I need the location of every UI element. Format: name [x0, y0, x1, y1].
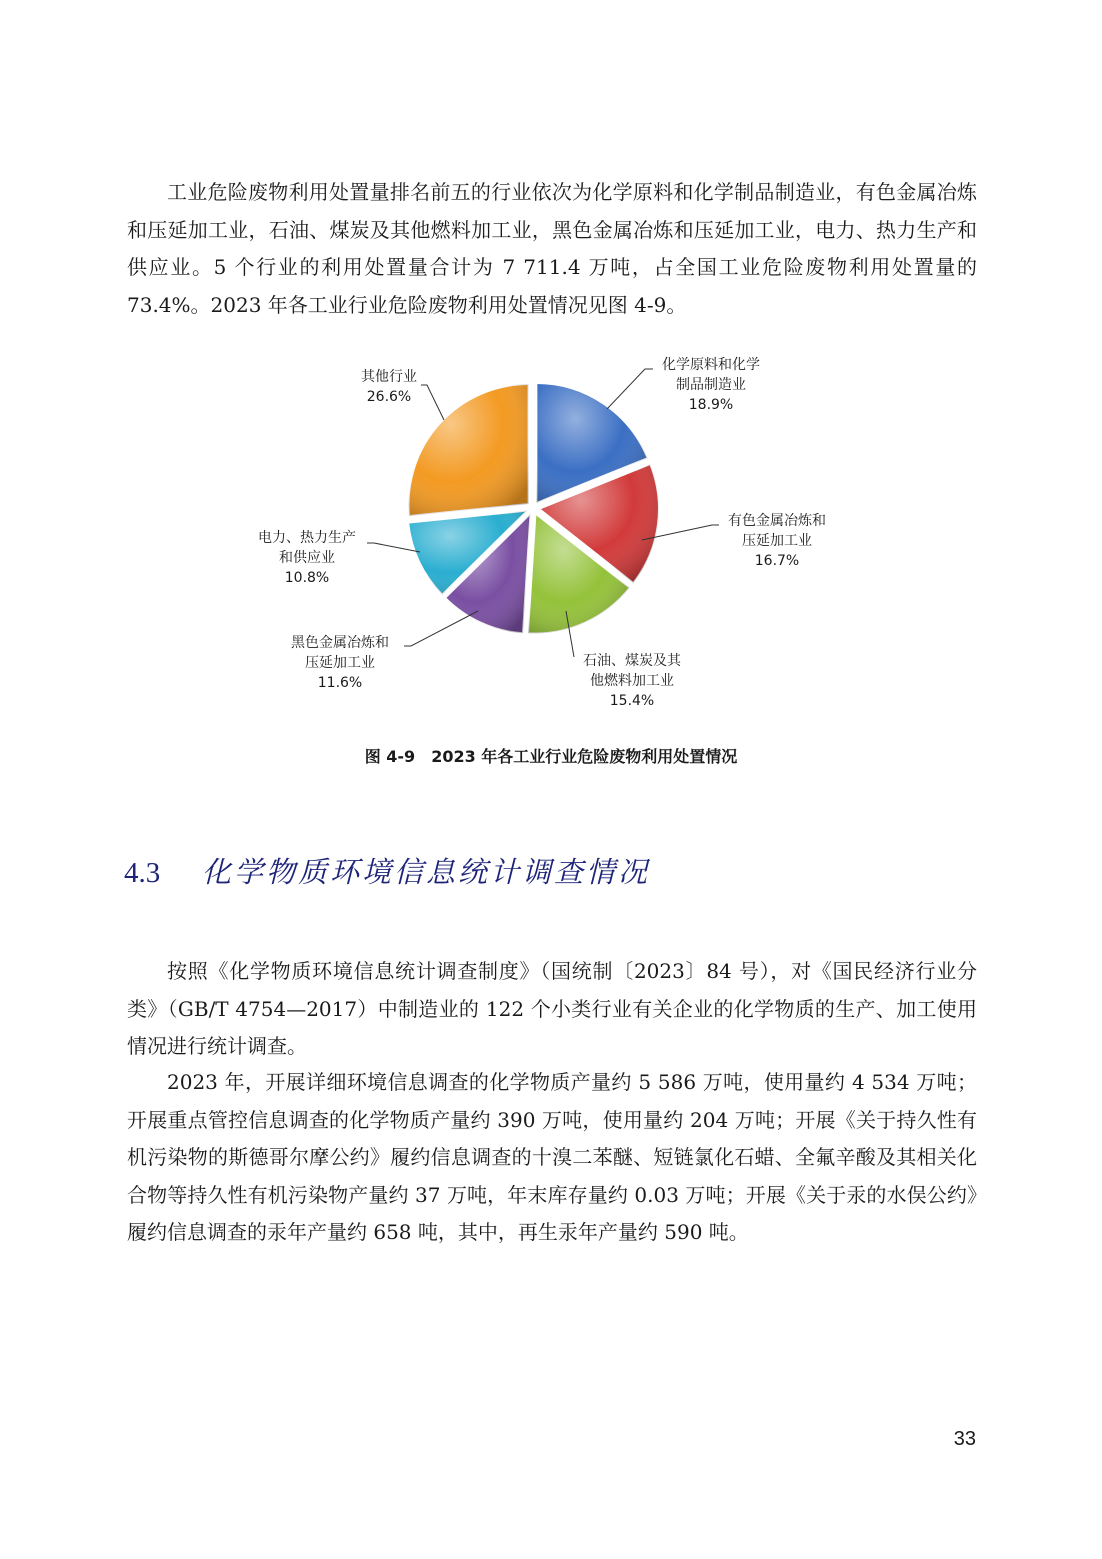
slice-percent-label: 26.6% — [366, 389, 412, 405]
slice-category-label: 压延加工业 — [742, 533, 812, 549]
slice-percent-label: 15.4% — [609, 693, 655, 709]
slice-category-label: 有色金属冶炼和 — [728, 513, 826, 529]
slice-category-label: 他燃料加工业 — [590, 673, 674, 689]
slice-category-label: 其他行业 — [361, 369, 417, 385]
section-number: 4.3 — [124, 857, 161, 889]
results-paragraph: 2023 年，开展详细环境信息调查的化学物质产量约 5 586 万吨，使用量约 4 534 万吨；开展重点管控信息调查的化学物质产量约 390 万吨，使用量约 204 万吨；开展《关于持久性有机污染物的斯德哥尔摩公约》履约信息调查的十溴二苯醚、短链氯化石蜡、全氟辛酸及其相关化合物等持久性有机污染物产量约 37 万吨，年末库存量约 0.03 万吨；开展《关于汞的水俣公约》履约信息调查的汞年产量约 658 吨，其中，再生汞年产量约 590 吨。 — [127, 1070, 977, 1244]
industry-hazardous-waste-pie-chart — [0, 330, 1102, 730]
slice-percent-label: 11.6% — [317, 675, 363, 691]
slice-category-label: 制品制造业 — [676, 377, 746, 393]
intro-paragraph: 工业危险废物利用处置量排名前五的行业依次为化学原料和化学制品制造业，有色金属冶炼和压延加工业，石油、煤炭及其他燃料加工业，黑色金属冶炼和压延加工业，电力、热力生产和供应业。5 个行业的利用处置量合计为 7 711.4 万吨，占全国工业危险废物利用处置量的 73.4%。2023 年各工业行业危险废物利用处置情况见图 4-9。 — [127, 180, 977, 317]
figure-caption — [0, 744, 1102, 767]
page-number: 33 — [953, 1428, 976, 1450]
leader-line — [404, 611, 478, 646]
slice-category-label: 化学原料和化学 — [662, 357, 760, 373]
slice-percent-label: 16.7% — [754, 553, 800, 569]
slice-category-label: 压延加工业 — [305, 655, 375, 671]
survey-paragraph: 按照《化学物质环境信息统计调查制度》（国统制〔2023〕84 号），对《国民经济行业分类》（GB/T 4754—2017）中制造业的 122 个小类行业有关企业的化学物质的生产、加工使用情况进行统计调查。 — [127, 959, 977, 1058]
slice-percent-label: 10.8% — [284, 570, 330, 586]
figure-number: 图 4-9 — [364, 747, 416, 766]
section-title: 化学物质环境信息统计调查情况 — [202, 855, 651, 889]
section-heading — [124, 850, 650, 891]
slice-category-label: 和供应业 — [279, 550, 335, 566]
leader-line — [421, 385, 444, 420]
slice-category-label: 黑色金属冶炼和 — [291, 635, 389, 651]
slice-percent-label: 18.9% — [688, 397, 734, 413]
slice-category-label: 电力、热力生产 — [258, 530, 356, 546]
leader-line — [607, 369, 653, 409]
slice-category-label: 石油、煤炭及其 — [583, 653, 681, 669]
pie-slice-shading — [409, 384, 529, 516]
figure-caption-text: 2023 年各工业行业危险废物利用处置情况 — [431, 747, 738, 766]
